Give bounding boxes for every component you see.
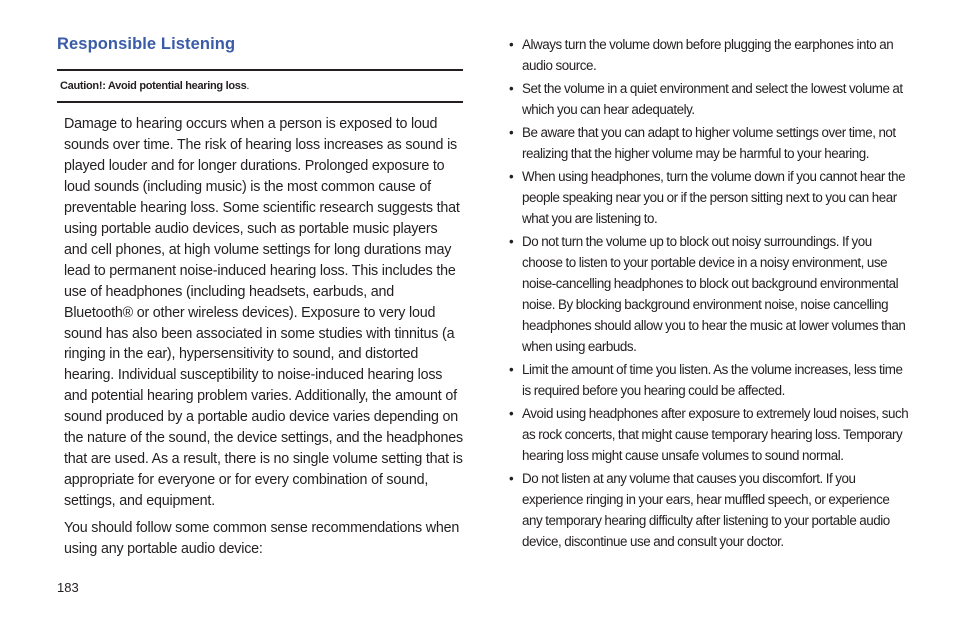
list-item bbox=[509, 78, 909, 120]
body-paragraph-2: You should follow some common sense recommendations when using any portable audio device: bbox=[64, 520, 460, 558]
list-item bbox=[509, 166, 909, 229]
caution-box bbox=[57, 69, 463, 103]
bullet-icon: • bbox=[509, 234, 514, 249]
bullet-icon: • bbox=[509, 362, 514, 377]
bullet-icon: • bbox=[509, 471, 514, 486]
bullet-icon: • bbox=[509, 81, 514, 96]
list-item bbox=[509, 403, 909, 466]
list-item-text: Limit the amount of time you listen. As the volume increases, less time is required before you hearing could be affected. bbox=[522, 362, 903, 398]
list-item-text: Avoid using headphones after exposure to extremely loud noises, such as rock concerts, that might cause temporary hearing loss. Temporary hearing loss might cause unsafe volumes to sound normal. bbox=[522, 406, 909, 463]
caution-period: . bbox=[246, 80, 250, 92]
recommendations-list bbox=[509, 34, 909, 552]
list-item bbox=[509, 231, 909, 357]
recommendations-column bbox=[509, 34, 909, 554]
list-item-text: Be aware that you can adapt to higher volume settings over time, not realizing that the higher volume may be harmful to your hearing. bbox=[522, 125, 896, 161]
list-item bbox=[509, 34, 909, 76]
body-paragraph-1: Damage to hearing occurs when a person is exposed to loud sounds over time. The risk of hearing loss increases as sound is played louder and for longer durations. Prolonged exposure to loud sounds (including music) is the most common cause of preventable hearing loss. Some scientific research suggests that using portable audio devices, such as portable music players and cell phones, at high volume settings for long durations may lead to permanent noise-induced hearing loss. This includes the use of headphones (including headsets, earbuds, and Bluetooth® or other wireless devices). Exposure to very loud sound has also been associated in some studies with tinnitus (a ringing in the ear), hypersensitivity to sound, and distorted hearing. Individual susceptibility to noise-induced hearing loss and potential hearing problem varies. Additionally, the amount of sound produced by a portable audio device varies depending on the nature of the sound, the device settings, and the headphones that are used. As a result, there is no single volume setting that is appropriate for everyone or for every combination of sound, settings, and equipment. bbox=[64, 116, 463, 510]
list-item-text: Do not listen at any volume that causes you discomfort. If you experience ringing in your ears, hear muffled speech, or experience any temporary hearing difficulty after listening to your portable audio device, discontinue use and consult your doctor. bbox=[522, 471, 890, 549]
list-item-text: Set the volume in a quiet environment and select the lowest volume at which you can hear adequately. bbox=[522, 81, 903, 117]
bullet-icon: • bbox=[509, 125, 514, 140]
page-number: 183 bbox=[57, 580, 79, 595]
bullet-icon: • bbox=[509, 169, 514, 184]
caution-text bbox=[60, 80, 249, 92]
list-item bbox=[509, 468, 909, 552]
list-item bbox=[509, 122, 909, 164]
body-text bbox=[64, 114, 464, 560]
list-item bbox=[509, 359, 909, 401]
section-title: Responsible Listening bbox=[57, 35, 236, 53]
list-item-text: When using headphones, turn the volume down if you cannot hear the people speaking near you or if the person sitting next to you can hear what you are listening to. bbox=[522, 169, 906, 226]
list-item-text: Do not turn the volume up to block out noisy surroundings. If you choose to listen to your portable device in a noisy environment, use noise-cancelling headphones to block out background environmental noise. By blocking background environment noise, noise cancelling headphones should allow you to hear the music at lower volumes than when using earbuds. bbox=[522, 234, 906, 354]
bullet-icon: • bbox=[509, 406, 514, 421]
bullet-icon: • bbox=[509, 37, 514, 52]
list-item-text: Always turn the volume down before plugging the earphones into an audio source. bbox=[522, 37, 894, 73]
caution-label: Caution!: Avoid potential hearing loss bbox=[60, 80, 247, 92]
